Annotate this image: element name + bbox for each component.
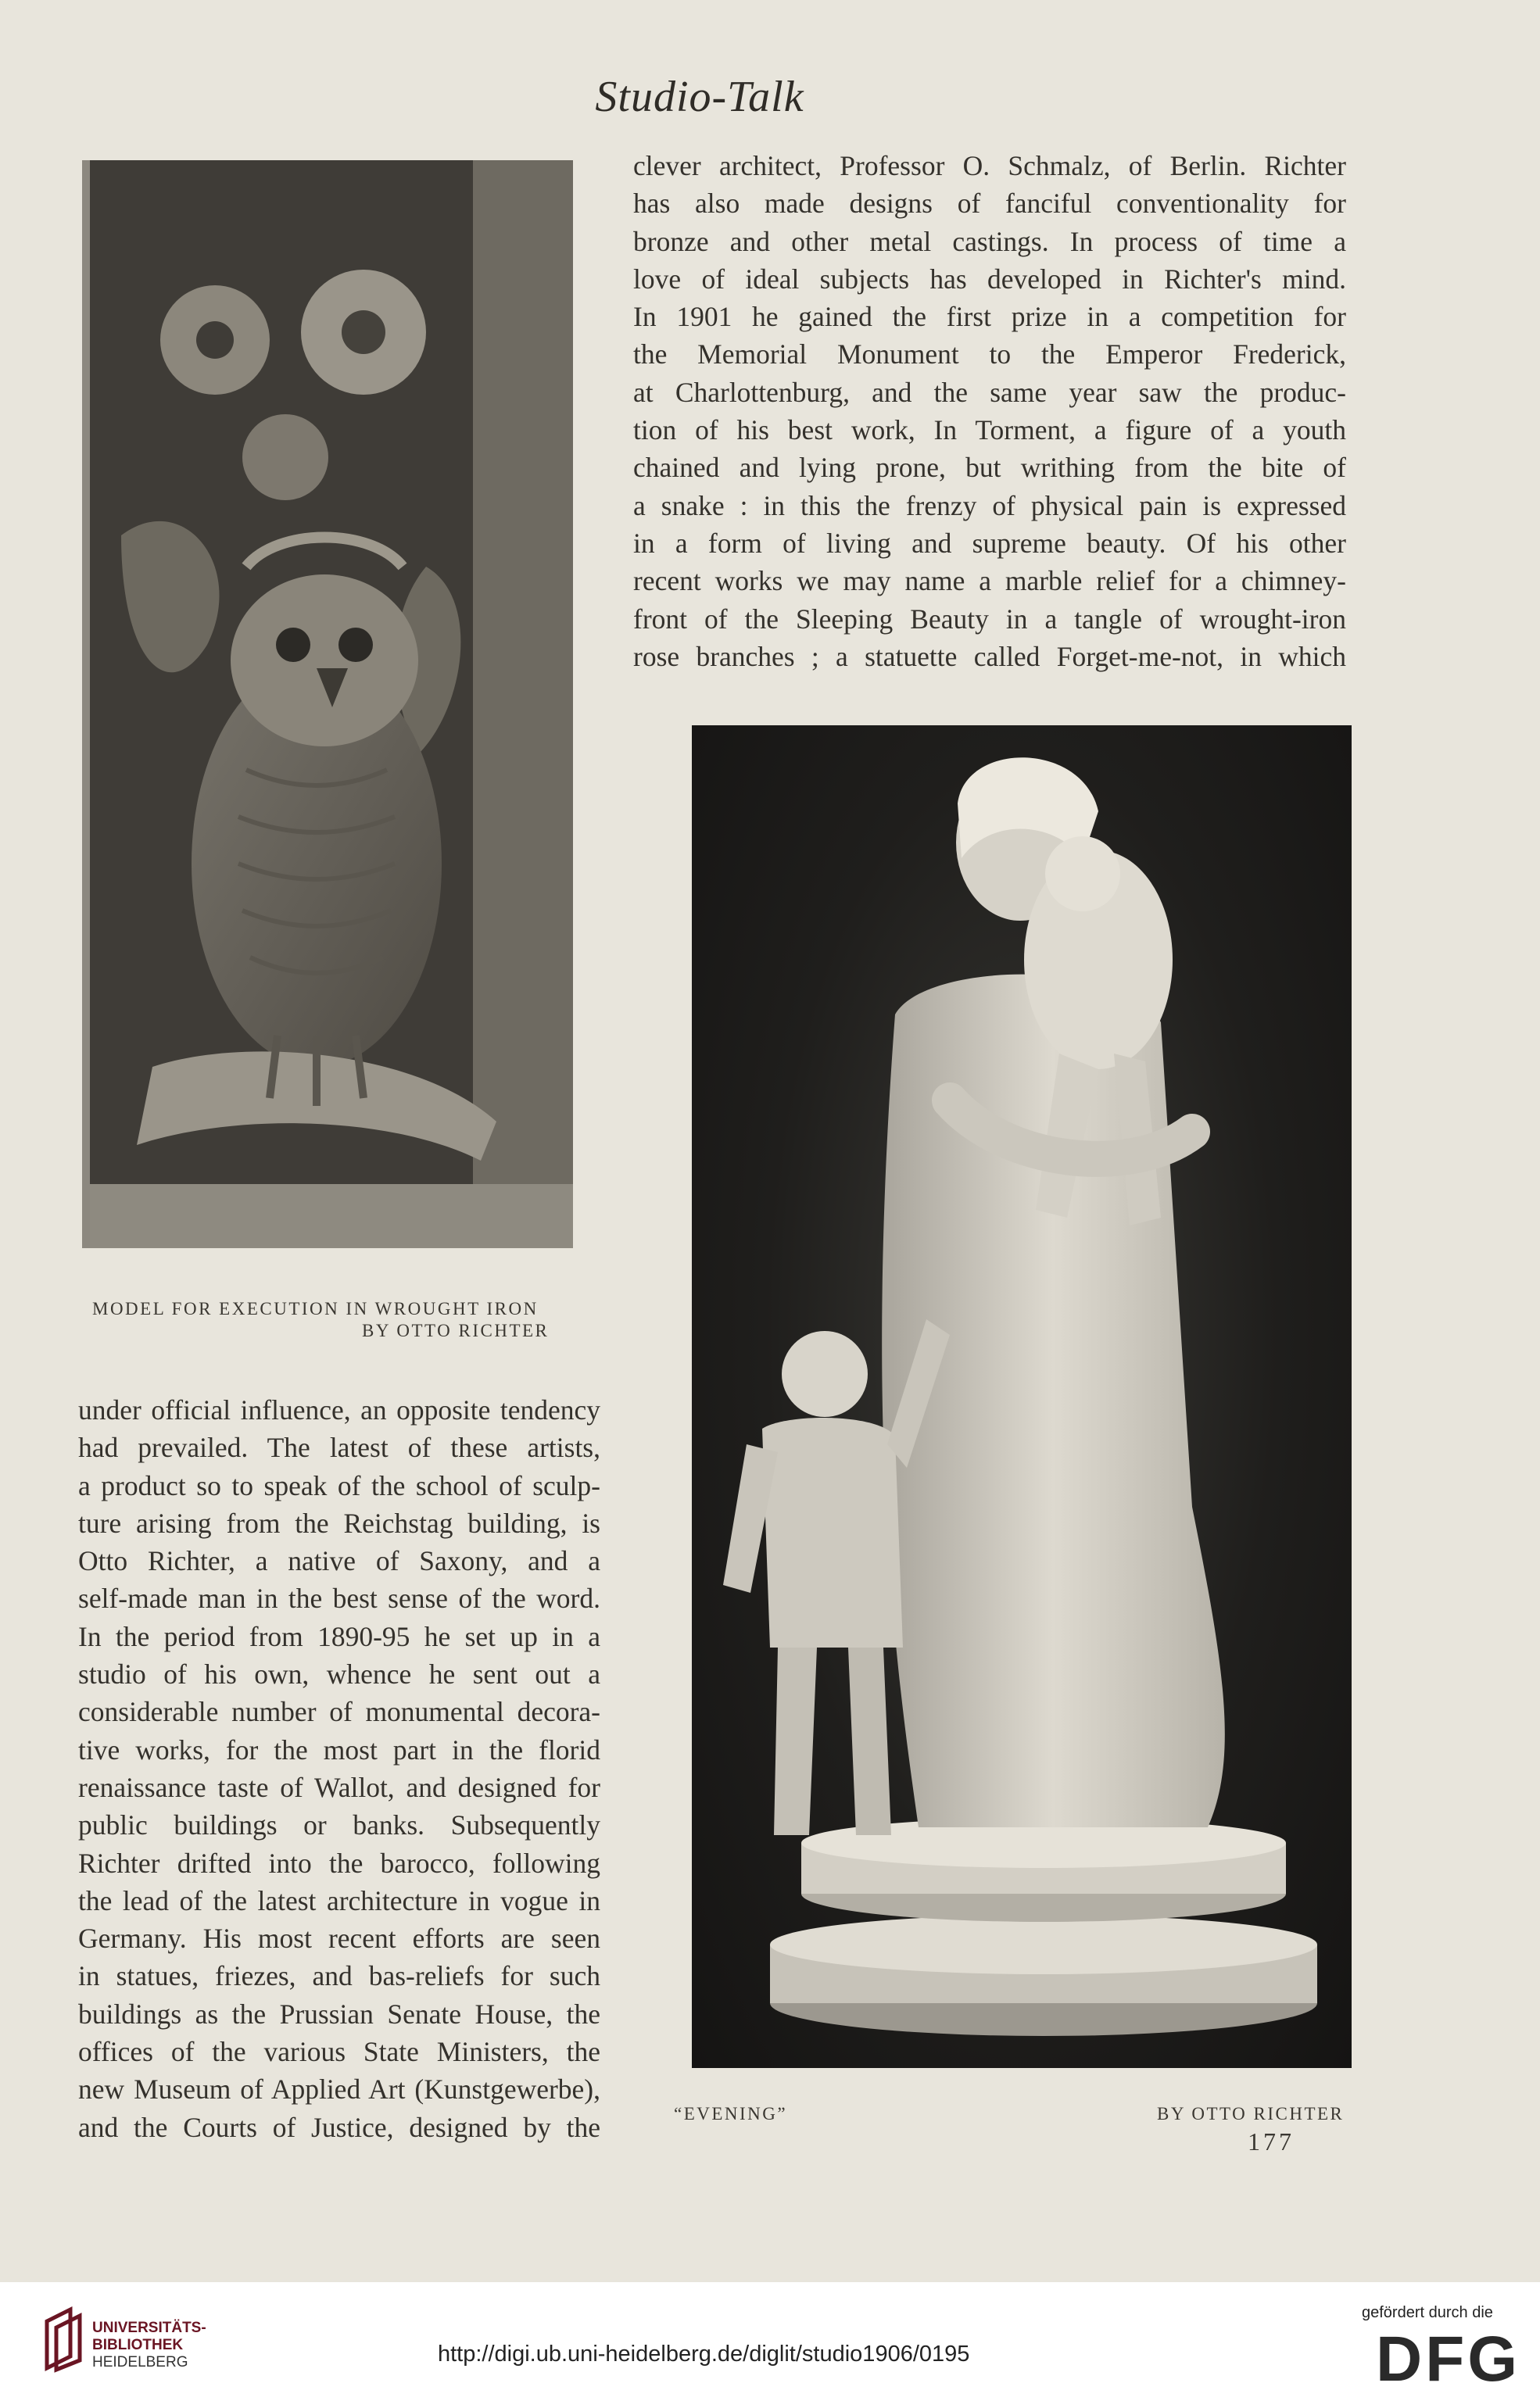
text-line: In 1901 he gained the first prize in a competition for [633, 301, 1346, 333]
university-library-logo-icon [39, 2306, 86, 2373]
text-line: public buildings or banks. Subsequently [78, 1809, 600, 1841]
library-name-line2: BIBLIOTHEK [92, 2337, 184, 2353]
text-line: the lead of the latest architecture in vogue in [78, 1884, 600, 1916]
right-figure-caption-credit: BY OTTO RICHTER [1157, 2104, 1345, 2124]
text-line: considerable number of monumental decora- [78, 1696, 600, 1728]
right-figure-caption-title: “EVENING” [674, 2104, 788, 2124]
left-figure-caption-line1: MODEL FOR EXECUTION IN WROUGHT IRON [92, 1299, 539, 1318]
text-line: studio of his own, whence he sent out a [78, 1658, 600, 1691]
text-line: renaissance taste of Wallot, and designed for [78, 1771, 600, 1803]
text-line: ture arising from the Reichstag building, is [78, 1507, 600, 1539]
text-line: at Charlottenburg, and the same year saw the produc- [633, 376, 1346, 408]
text-line: bronze and other metal castings. In process of time a [633, 225, 1346, 257]
text-line: self-made man in the best sense of the word. [78, 1583, 600, 1615]
text-line: new Museum of Applied Art (Kunstgewerbe), [78, 2073, 600, 2106]
text-line: the Memorial Monument to the Emperor Frederick, [633, 338, 1346, 370]
text-line: clever architect, Professor O. Schmalz, of Berlin. Richter [633, 150, 1346, 181]
right-column-text [633, 147, 1346, 675]
text-line: recent works we may name a marble relief for a chimney- [633, 565, 1346, 597]
text-line: In the period from 1890-95 he set up in a [78, 1620, 600, 1652]
evening-statue-photo [692, 725, 1352, 2068]
library-name-line1: UNIVERSITÄTS- [92, 2320, 206, 2336]
text-line: chained and lying prone, but writhing from the bite of [633, 452, 1346, 484]
text-line: Germany. His most recent efforts are seen [78, 1923, 600, 1955]
statue-illustration [692, 725, 1352, 2068]
funding-label: gefördert durch die [1362, 2304, 1493, 2321]
permalink-url[interactable]: http://digi.ub.uni-heidelberg.de/diglit/studio1906/0195 [438, 2342, 970, 2367]
text-line: and the Courts of Justice, designed by the [78, 2111, 600, 2143]
text-line: a product so to speak of the school of sculp- [78, 1469, 600, 1501]
page-number: 177 [1248, 2127, 1295, 2156]
text-line: rose branches ; a statuette called Forget-me-not, in which [633, 640, 1346, 672]
text-line: love of ideal subjects has developed in Richter's mind. [633, 263, 1346, 295]
text-line: tive works, for the most part in the florid [78, 1734, 600, 1766]
text-line: Richter drifted into the barocco, following [78, 1847, 600, 1879]
library-name-line3: HEIDELBERG [92, 2354, 188, 2370]
library-name [92, 2320, 206, 2371]
owl-relief-illustration [90, 160, 573, 1248]
text-line: in a form of living and supreme beauty. Of his other [633, 527, 1346, 559]
text-line: front of the Sleeping Beauty in a tangle of wrought-iron [633, 603, 1346, 635]
dfg-logo: DFG [1376, 2324, 1521, 2395]
text-line: tion of his best work, In Torment, a figure of a youth [633, 414, 1346, 446]
text-line: had prevailed. The latest of these artists, [78, 1432, 600, 1464]
text-line: Otto Richter, a native of Saxony, and a [78, 1545, 600, 1577]
text-line: in statues, friezes, and bas-reliefs for such [78, 1960, 600, 1992]
left-column-text [78, 1391, 600, 2146]
wrought-iron-model-photo [82, 160, 573, 1248]
left-figure-caption-line2: BY OTTO RICHTER [362, 1321, 550, 1340]
running-head: Studio-Talk [595, 73, 804, 121]
text-line: offices of the various State Ministers, the [78, 2036, 600, 2068]
text-line: has also made designs of fanciful conventionality for [633, 188, 1346, 220]
text-line: a snake : in this the frenzy of physical pain is expressed [633, 489, 1346, 521]
text-line: buildings as the Prussian Senate House, the [78, 1998, 600, 2030]
text-line: under official influence, an opposite tendency [78, 1394, 600, 1426]
